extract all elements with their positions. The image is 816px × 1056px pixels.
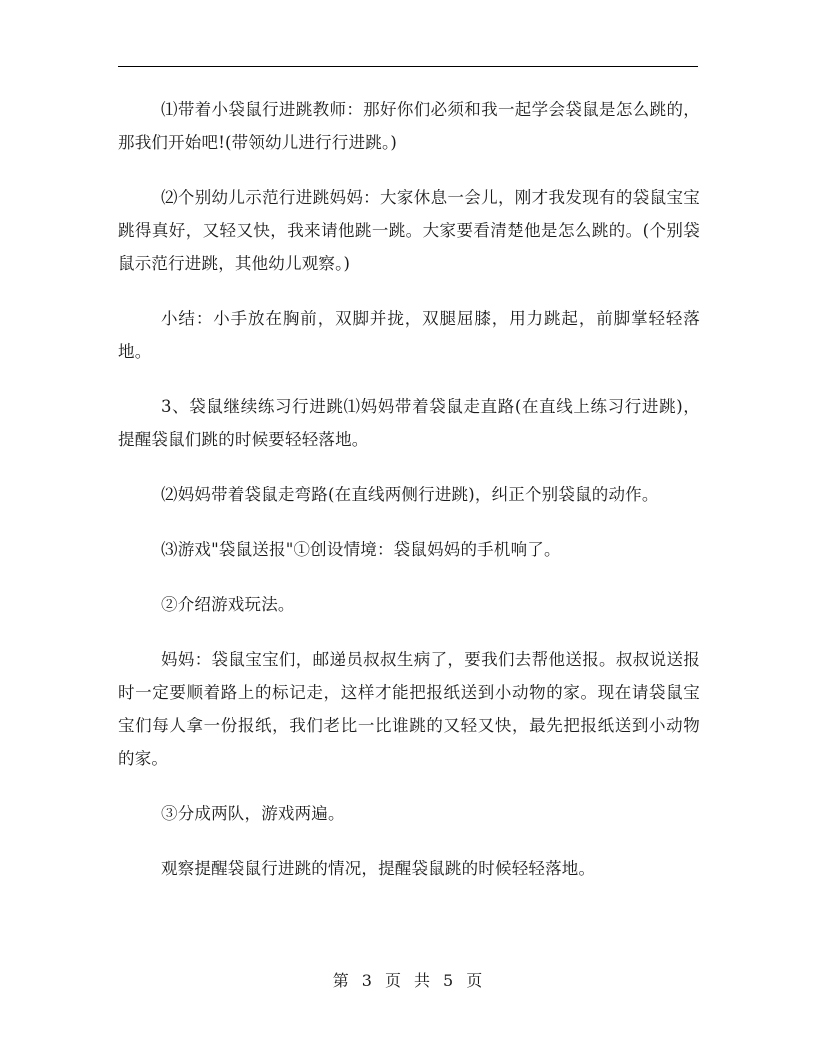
paragraph-curved-path: ⑵妈妈带着袋鼠走弯路(在直线两侧行进跳)，纠正个别袋鼠的动作。	[161, 485, 659, 504]
footer-suffix: 页	[466, 971, 484, 990]
paragraph-observation: 观察提醒袋鼠行进跳的情况，提醒袋鼠跳的时候轻轻落地。	[161, 859, 596, 878]
paragraph-game-intro: ⑶游戏"袋鼠送报"①创设情境：袋鼠妈妈的手机响了。	[161, 540, 561, 559]
header-rule	[118, 66, 698, 67]
footer-total-pages: 5	[443, 971, 455, 990]
footer-prefix: 第	[332, 971, 350, 990]
footer-page-number: 3	[361, 971, 373, 990]
paragraph-summary: 小结：小手放在胸前，双脚并拢，双腿屈膝，用力跳起，前脚掌轻轻落地。	[118, 309, 700, 361]
paragraph-game-rules: ②介绍游戏玩法。	[161, 595, 295, 614]
paragraph-two-teams: ③分成两队，游戏两遍。	[161, 804, 345, 823]
paragraph-section-3: 3、袋鼠继续练习行进跳⑴妈妈带着袋鼠走直路(在直线上练习行进跳)，提醒袋鼠们跳的时候要轻轻落地。	[118, 397, 700, 449]
page-footer	[0, 968, 816, 991]
document-body	[118, 93, 700, 907]
footer-total-label: 共	[414, 971, 432, 990]
paragraph-step-1: ⑴带着小袋鼠行进跳教师：那好你们必须和我一起学会袋鼠是怎么跳的，那我们开始吧!(带领幼儿进行行进跳。)	[118, 100, 700, 152]
paragraph-mother-speech: 妈妈：袋鼠宝宝们，邮递员叔叔生病了，要我们去帮他送报。叔叔说送报时一定要顺着路上的标记走，这样才能把报纸送到小动物的家。现在请袋鼠宝宝们每人拿一份报纸，我们老比一比谁跳的又轻又快，最先把报纸送到小动物的家。	[118, 650, 700, 768]
footer-page-label: 页	[384, 971, 402, 990]
paragraph-step-2: ⑵个别幼儿示范行进跳妈妈：大家休息一会儿，刚才我发现有的袋鼠宝宝跳得真好，又轻又快，我来请他跳一跳。大家要看清楚他是怎么跳的。(个别袋鼠示范行进跳，其他幼儿观察。)	[118, 188, 700, 273]
